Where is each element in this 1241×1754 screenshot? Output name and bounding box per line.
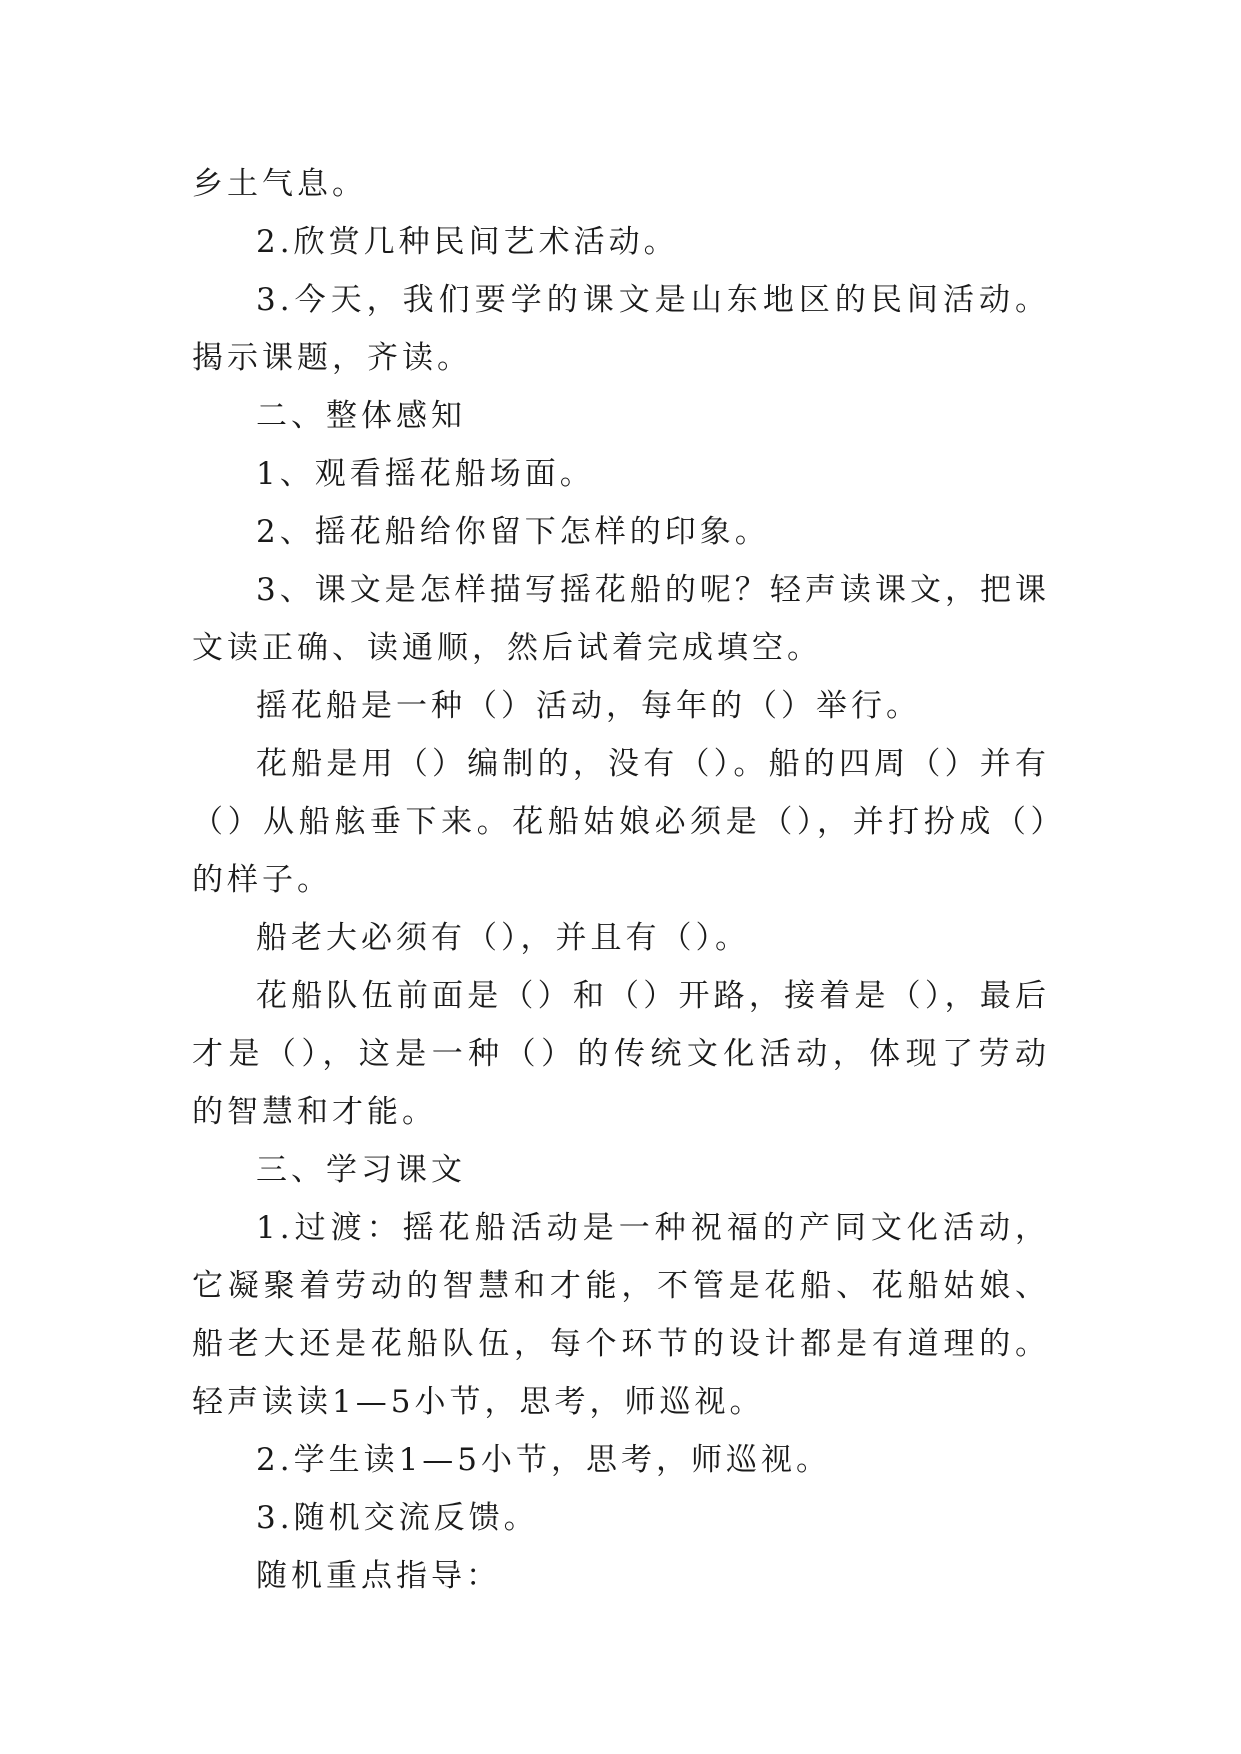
fill-blank-4: 花船队伍前面是（）和（）开路，接着是（），最后才是（），这是一种（）的传统文化活动，体现了劳动的智慧和才能。 — [192, 978, 1050, 1130]
paragraph-16: 随机重点指导： — [256, 1558, 501, 1594]
paragraph-5: 1、观看摇花船场面。 — [256, 456, 595, 492]
paragraph-15: 3.随机交流反馈。 — [256, 1500, 539, 1536]
fill-blank-1: 摇花船是一种（）活动，每年的（）举行。 — [256, 688, 921, 724]
fill-blank-2: 花船是用（）编制的，没有（）。船的四周（）并有（）从船舷垂下来。花船姑娘必须是（），并打扮成（）的样子。 — [192, 746, 1050, 898]
paragraph-3: 3.今天，我们要学的课文是山东地区的民间活动。揭示课题，齐读。 — [192, 282, 1050, 376]
paragraph-13: 1.过渡：摇花船活动是一种祝福的产同文化活动，它凝聚着劳动的智慧和才能，不管是花船、花船姑娘、船老大还是花船队伍，每个环节的设计都是有道理的。轻声读读1—5小节，思考，师巡视。 — [192, 1210, 1050, 1420]
document-body — [192, 155, 1050, 1605]
section-heading-2: 二、整体感知 — [256, 398, 466, 434]
paragraph-1: 乡土气息。 — [192, 166, 367, 202]
paragraph-7: 3、课文是怎样描写摇花船的呢？轻声读课文，把课文读正确、读通顺，然后试着完成填空。 — [192, 572, 1050, 666]
section-heading-3: 三、学习课文 — [256, 1152, 466, 1188]
paragraph-6: 2、摇花船给你留下怎样的印象。 — [256, 514, 770, 550]
paragraph-2: 2.欣赏几种民间艺术活动。 — [256, 224, 679, 260]
fill-blank-3: 船老大必须有（），并且有（）。 — [256, 920, 750, 956]
paragraph-14: 2.学生读1—5小节，思考，师巡视。 — [256, 1442, 832, 1478]
